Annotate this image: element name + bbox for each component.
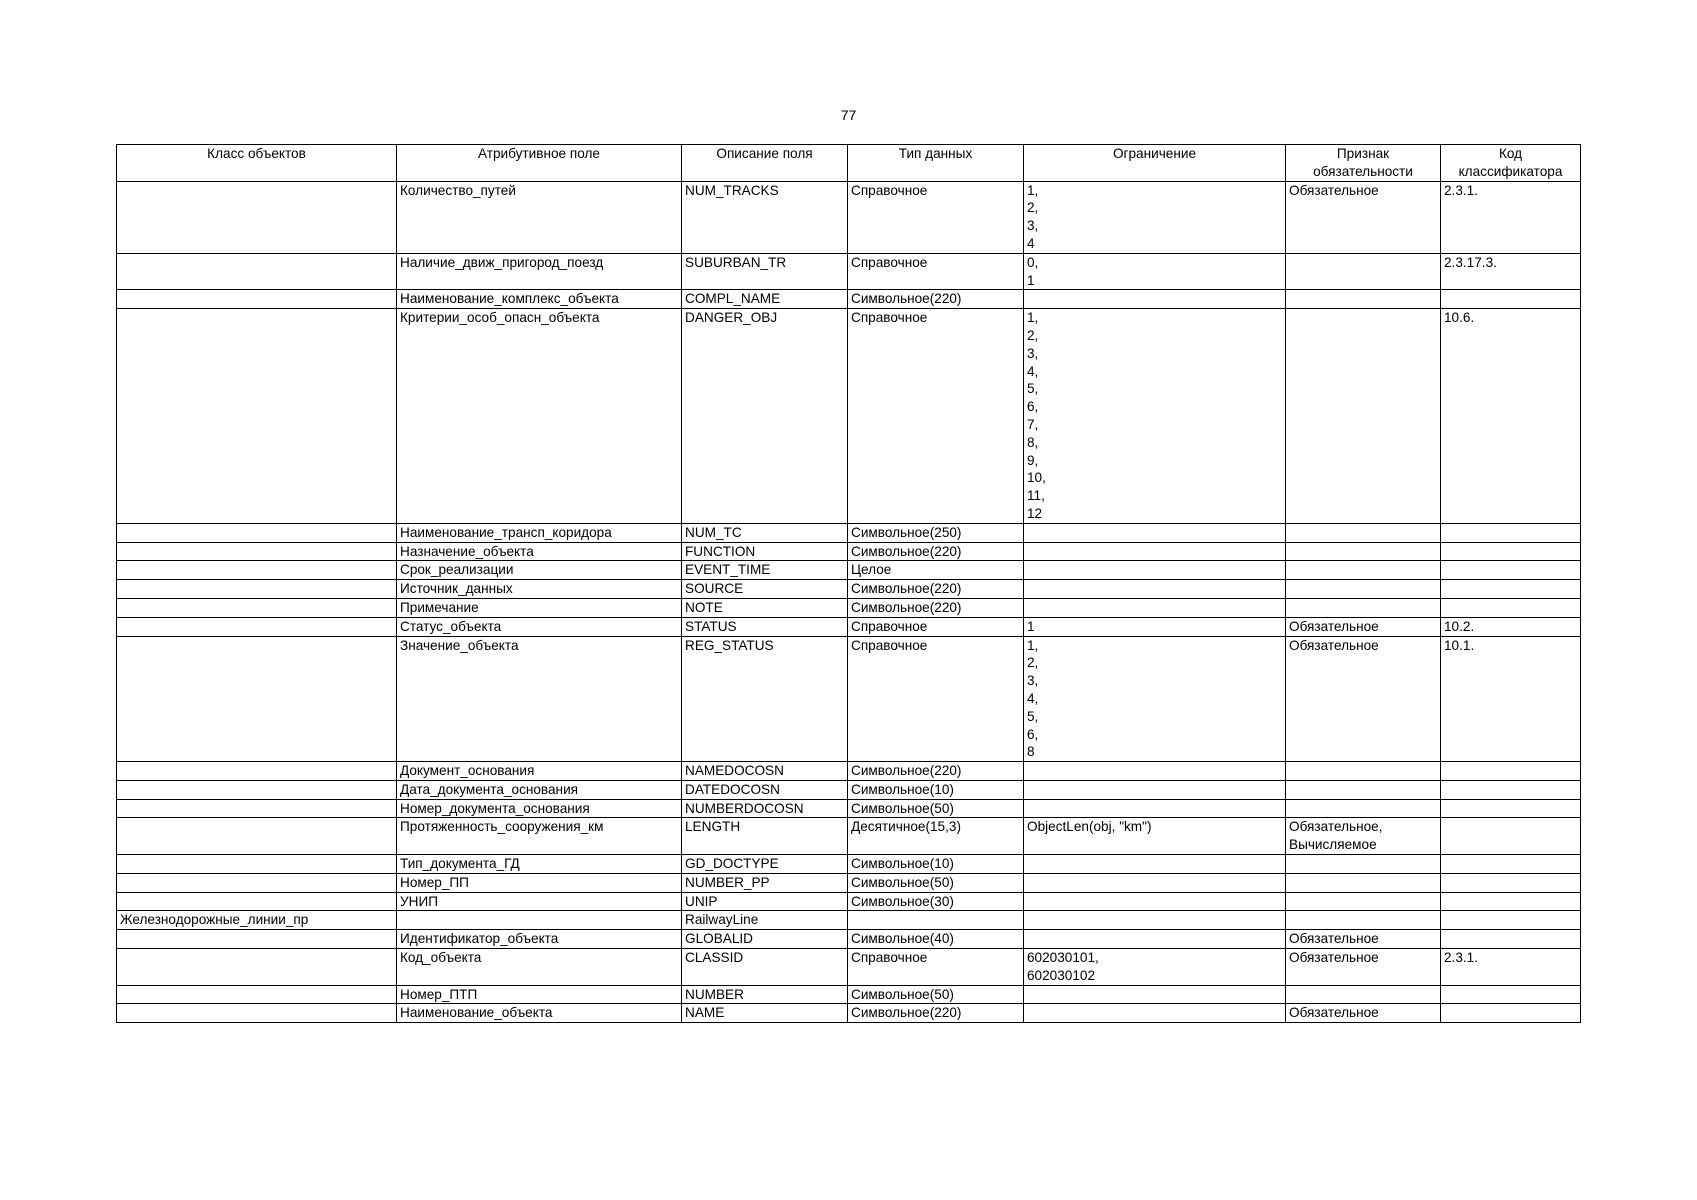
field-description-cell: NUMBER_PP: [682, 873, 848, 892]
data-type-cell: Справочное: [848, 636, 1024, 762]
object-class-cell: [117, 598, 397, 617]
attribute-field-cell: Наличие_движ_пригород_поезд: [397, 253, 682, 290]
attribute-field-cell: Тип_документа_ГД: [397, 855, 682, 874]
mandatory-flag-cell: [1286, 855, 1441, 874]
data-type-cell: Символьное(40): [848, 930, 1024, 949]
object-class-cell: Железнодорожные_линии_пр: [117, 911, 397, 930]
constraint-cell: [1024, 542, 1286, 561]
attribute-field-cell: Наименование_комплекс_объекта: [397, 290, 682, 309]
field-description-cell: NUMBERDOCOSN: [682, 799, 848, 818]
constraint-cell: 1, 2, 3, 4, 5, 6, 8: [1024, 636, 1286, 762]
classifier-code-cell: [1441, 985, 1581, 1004]
object-class-cell: [117, 762, 397, 781]
classifier-code-cell: [1441, 580, 1581, 599]
constraint-cell: [1024, 290, 1286, 309]
attribute-field-cell: Количество_путей: [397, 181, 682, 253]
table-row: [117, 636, 1581, 762]
constraint-cell: [1024, 780, 1286, 799]
attribute-field-cell: Документ_основания: [397, 762, 682, 781]
data-type-cell: Символьное(220): [848, 542, 1024, 561]
object-class-cell: [117, 985, 397, 1004]
mandatory-flag-cell: [1286, 561, 1441, 580]
data-type-cell: Символьное(50): [848, 799, 1024, 818]
data-type-cell: Справочное: [848, 949, 1024, 986]
classifier-code-cell: [1441, 598, 1581, 617]
table-row: [117, 253, 1581, 290]
mandatory-flag-cell: [1286, 542, 1441, 561]
field-description-cell: EVENT_TIME: [682, 561, 848, 580]
table-row: [117, 617, 1581, 636]
field-description-cell: DATEDOCOSN: [682, 780, 848, 799]
object-class-cell: [117, 523, 397, 542]
object-class-cell: [117, 580, 397, 599]
mandatory-flag-cell: Обязательное: [1286, 636, 1441, 762]
data-type-cell: Символьное(30): [848, 892, 1024, 911]
mandatory-flag-cell: Обязательное: [1286, 1004, 1441, 1023]
field-description-cell: NUM_TRACKS: [682, 181, 848, 253]
attribute-field-cell: Код_объекта: [397, 949, 682, 986]
table-row: [117, 930, 1581, 949]
table-body: [117, 181, 1581, 1023]
constraint-cell: [1024, 892, 1286, 911]
data-type-cell: Справочное: [848, 253, 1024, 290]
field-description-cell: SOURCE: [682, 580, 848, 599]
mandatory-flag-cell: [1286, 290, 1441, 309]
data-type-cell: Символьное(250): [848, 523, 1024, 542]
classifier-code-cell: [1441, 523, 1581, 542]
mandatory-flag-cell: [1286, 911, 1441, 930]
object-class-cell: [117, 290, 397, 309]
object-class-cell: [117, 181, 397, 253]
constraint-cell: [1024, 799, 1286, 818]
field-description-cell: REG_STATUS: [682, 636, 848, 762]
mandatory-flag-cell: Обязательное, Вычисляемое: [1286, 818, 1441, 855]
field-description-cell: GD_DOCTYPE: [682, 855, 848, 874]
object-class-cell: [117, 949, 397, 986]
attribute-field-cell: Значение_объекта: [397, 636, 682, 762]
table-row: [117, 762, 1581, 781]
data-type-cell: Символьное(220): [848, 762, 1024, 781]
attribute-field-cell: УНИП: [397, 892, 682, 911]
page-number: 77: [840, 107, 857, 123]
constraint-cell: [1024, 598, 1286, 617]
data-type-cell: Символьное(220): [848, 290, 1024, 309]
field-description-cell: NAMEDOCOSN: [682, 762, 848, 781]
data-type-cell: Десятичное(15,3): [848, 818, 1024, 855]
table-row: [117, 873, 1581, 892]
field-description-cell: FUNCTION: [682, 542, 848, 561]
mandatory-flag-cell: [1286, 892, 1441, 911]
field-description-cell: COMPL_NAME: [682, 290, 848, 309]
classifier-code-cell: [1441, 561, 1581, 580]
table-row: [117, 818, 1581, 855]
table-row: [117, 580, 1581, 599]
table-row: [117, 799, 1581, 818]
object-class-cell: [117, 780, 397, 799]
attribute-field-cell: Назначение_объекта: [397, 542, 682, 561]
classifier-code-cell: 2.3.1.: [1441, 181, 1581, 253]
field-description-cell: STATUS: [682, 617, 848, 636]
object-class-cell: [117, 892, 397, 911]
constraint-cell: [1024, 523, 1286, 542]
mandatory-flag-cell: [1286, 873, 1441, 892]
mandatory-flag-cell: Обязательное: [1286, 949, 1441, 986]
classifier-code-cell: 10.6.: [1441, 309, 1581, 524]
data-type-cell: [848, 911, 1024, 930]
attribute-field-cell: Критерии_особ_опасн_объекта: [397, 309, 682, 524]
data-type-cell: Символьное(220): [848, 1004, 1024, 1023]
table-row: [117, 892, 1581, 911]
header-attribute-field: Атрибутивное поле: [397, 145, 682, 182]
data-type-cell: Справочное: [848, 617, 1024, 636]
classifier-code-cell: [1441, 762, 1581, 781]
table-row: [117, 598, 1581, 617]
classifier-code-cell: [1441, 1004, 1581, 1023]
object-class-cell: [117, 799, 397, 818]
table-row: [117, 523, 1581, 542]
table-row: [117, 309, 1581, 524]
attribute-field-cell: Примечание: [397, 598, 682, 617]
field-description-cell: CLASSID: [682, 949, 848, 986]
data-type-cell: Символьное(50): [848, 985, 1024, 1004]
field-description-cell: NAME: [682, 1004, 848, 1023]
data-type-cell: Символьное(50): [848, 873, 1024, 892]
object-class-cell: [117, 1004, 397, 1023]
attribute-field-cell: Наименование_трансп_коридора: [397, 523, 682, 542]
classifier-code-cell: 2.3.17.3.: [1441, 253, 1581, 290]
table-row: [117, 1004, 1581, 1023]
constraint-cell: 1: [1024, 617, 1286, 636]
field-description-cell: NUM_TC: [682, 523, 848, 542]
constraint-cell: ObjectLen(obj, "km"): [1024, 818, 1286, 855]
object-class-cell: [117, 873, 397, 892]
mandatory-flag-cell: Обязательное: [1286, 930, 1441, 949]
constraint-cell: 0, 1: [1024, 253, 1286, 290]
table-row: [117, 985, 1581, 1004]
object-class-cell: [117, 855, 397, 874]
classifier-code-cell: [1441, 930, 1581, 949]
field-description-cell: NOTE: [682, 598, 848, 617]
field-description-cell: DANGER_OBJ: [682, 309, 848, 524]
attribute-field-cell: Протяженность_сооружения_км: [397, 818, 682, 855]
classifier-code-cell: [1441, 855, 1581, 874]
classifier-code-cell: 10.1.: [1441, 636, 1581, 762]
object-class-cell: [117, 561, 397, 580]
object-class-cell: [117, 930, 397, 949]
field-description-cell: SUBURBAN_TR: [682, 253, 848, 290]
attribute-field-cell: Дата_документа_основания: [397, 780, 682, 799]
object-class-cell: [117, 818, 397, 855]
constraint-cell: [1024, 855, 1286, 874]
object-class-cell: [117, 309, 397, 524]
mandatory-flag-cell: [1286, 523, 1441, 542]
field-description-cell: UNIP: [682, 892, 848, 911]
classifier-code-cell: [1441, 542, 1581, 561]
field-description-cell: LENGTH: [682, 818, 848, 855]
table-row: [117, 949, 1581, 986]
header-classifier-code: Код классификатора: [1441, 145, 1581, 182]
mandatory-flag-cell: [1286, 598, 1441, 617]
table-row: [117, 911, 1581, 930]
table-row: [117, 290, 1581, 309]
classifier-code-cell: 2.3.1.: [1441, 949, 1581, 986]
header-field-description: Описание поля: [682, 145, 848, 182]
attribute-field-cell: [397, 911, 682, 930]
constraint-cell: [1024, 580, 1286, 599]
constraint-cell: [1024, 985, 1286, 1004]
data-type-cell: Символьное(10): [848, 855, 1024, 874]
header-object-class: Класс объектов: [117, 145, 397, 182]
attribute-field-cell: Номер_ПП: [397, 873, 682, 892]
table-header-row: [117, 145, 1581, 182]
mandatory-flag-cell: Обязательное: [1286, 181, 1441, 253]
constraint-cell: 1, 2, 3, 4, 5, 6, 7, 8, 9, 10, 11, 12: [1024, 309, 1286, 524]
header-mandatory-flag: Признак обязательности: [1286, 145, 1441, 182]
field-description-cell: GLOBALID: [682, 930, 848, 949]
classifier-code-cell: 10.2.: [1441, 617, 1581, 636]
mandatory-flag-cell: [1286, 580, 1441, 599]
classifier-code-cell: [1441, 818, 1581, 855]
mandatory-flag-cell: Обязательное: [1286, 617, 1441, 636]
classifier-code-cell: [1441, 892, 1581, 911]
constraint-cell: [1024, 1004, 1286, 1023]
classifier-code-cell: [1441, 780, 1581, 799]
data-type-cell: Целое: [848, 561, 1024, 580]
table-row: [117, 542, 1581, 561]
attribute-field-cell: Наименование_объекта: [397, 1004, 682, 1023]
object-class-cell: [117, 617, 397, 636]
data-type-cell: Символьное(220): [848, 580, 1024, 599]
mandatory-flag-cell: [1286, 799, 1441, 818]
data-type-cell: Символьное(220): [848, 598, 1024, 617]
constraint-cell: [1024, 911, 1286, 930]
data-type-cell: Символьное(10): [848, 780, 1024, 799]
classifier-code-cell: [1441, 873, 1581, 892]
mandatory-flag-cell: [1286, 780, 1441, 799]
attribute-field-cell: Статус_объекта: [397, 617, 682, 636]
classifier-code-cell: [1441, 911, 1581, 930]
object-class-cell: [117, 636, 397, 762]
mandatory-flag-cell: [1286, 309, 1441, 524]
constraint-cell: [1024, 930, 1286, 949]
attribute-field-cell: Срок_реализации: [397, 561, 682, 580]
object-class-cell: [117, 253, 397, 290]
table-row: [117, 780, 1581, 799]
table-row: [117, 181, 1581, 253]
classifier-code-cell: [1441, 799, 1581, 818]
header-constraint: Ограничение: [1024, 145, 1286, 182]
constraint-cell: [1024, 873, 1286, 892]
mandatory-flag-cell: [1286, 762, 1441, 781]
constraint-cell: [1024, 561, 1286, 580]
constraint-cell: 602030101, 602030102: [1024, 949, 1286, 986]
data-type-cell: Справочное: [848, 309, 1024, 524]
object-class-cell: [117, 542, 397, 561]
constraint-cell: 1, 2, 3, 4: [1024, 181, 1286, 253]
mandatory-flag-cell: [1286, 253, 1441, 290]
attribute-table: [116, 144, 1581, 1023]
header-data-type: Тип данных: [848, 145, 1024, 182]
table-row: [117, 561, 1581, 580]
field-description-cell: NUMBER: [682, 985, 848, 1004]
attribute-field-cell: Идентификатор_объекта: [397, 930, 682, 949]
constraint-cell: [1024, 762, 1286, 781]
classifier-code-cell: [1441, 290, 1581, 309]
table-row: [117, 855, 1581, 874]
field-description-cell: RailwayLine: [682, 911, 848, 930]
data-type-cell: Справочное: [848, 181, 1024, 253]
attribute-field-cell: Источник_данных: [397, 580, 682, 599]
attribute-field-cell: Номер_документа_основания: [397, 799, 682, 818]
attribute-field-cell: Номер_ПТП: [397, 985, 682, 1004]
mandatory-flag-cell: [1286, 985, 1441, 1004]
